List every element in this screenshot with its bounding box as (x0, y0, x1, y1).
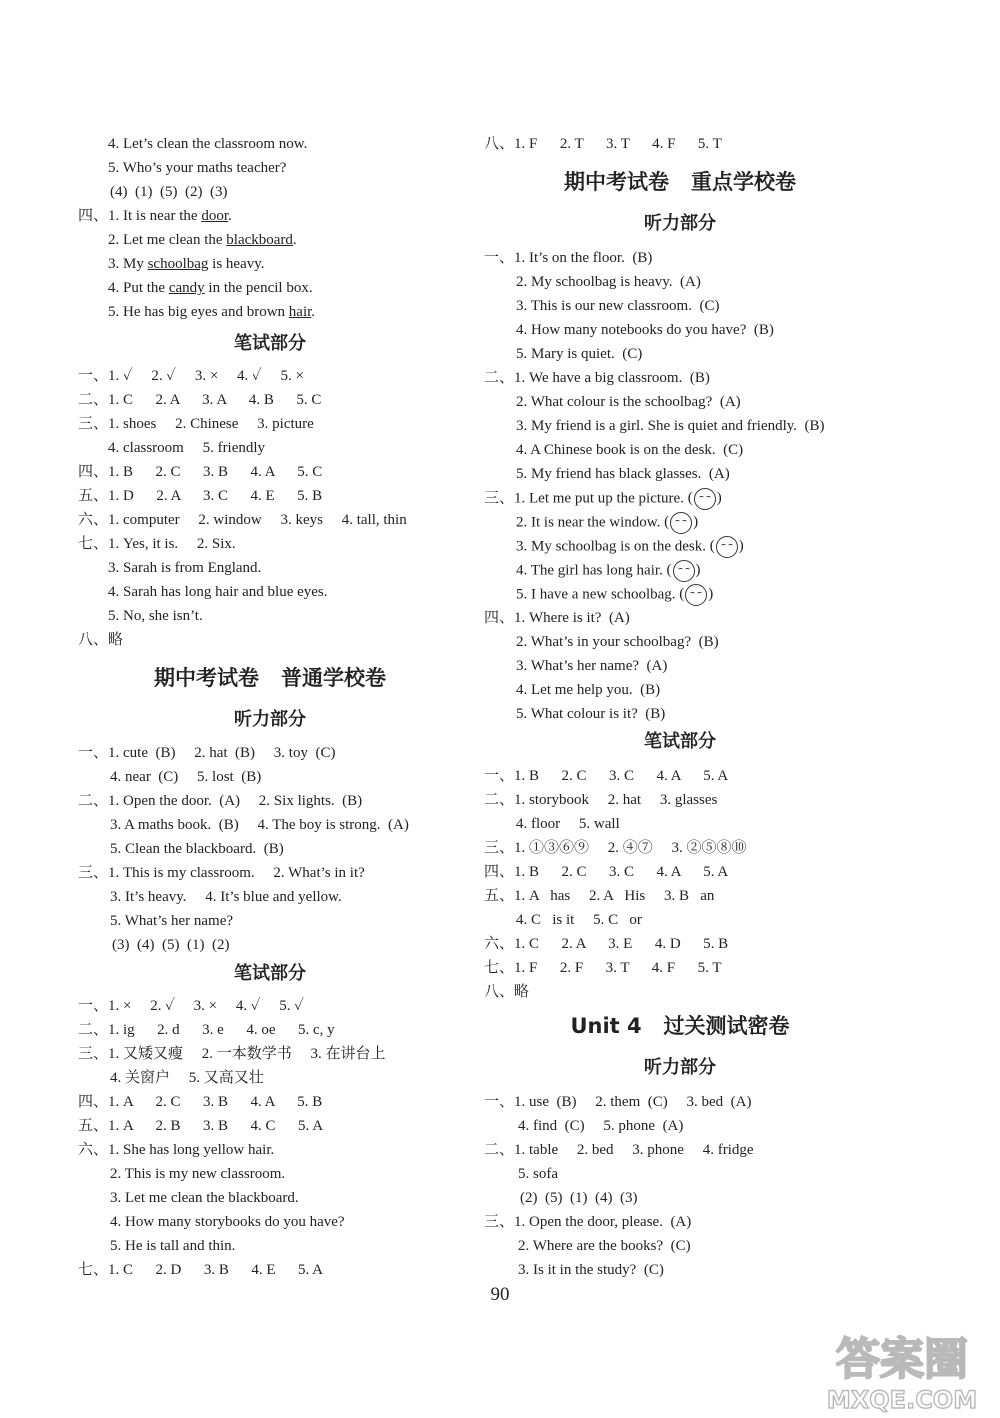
answer-line: 4. Let’s clean the classroom now. (108, 136, 308, 152)
watermark-top: 答案圈 (836, 1334, 968, 1385)
answer-line: 4. Put the candy in the pencil box. (108, 280, 313, 296)
answer-line: 2. Let me clean the blackboard. (108, 232, 297, 248)
answer-line: 五、1. A 2. B 3. B 4. C 5. A (78, 1118, 324, 1134)
answer-line: 八、略 (78, 632, 124, 648)
answer-line: 六、1. She has long yellow hair. (78, 1142, 275, 1158)
answer-line: 4. C is it 5. C or (516, 912, 642, 928)
answer-line: 二、1. C 2. A 3. A 4. B 5. C (78, 392, 322, 408)
answer-line: 2. What’s in your schoolbag? (B) (516, 634, 719, 650)
answer-line: 5. He is tall and thin. (110, 1238, 236, 1254)
answer-line: 四、1. A 2. C 3. B 4. A 5. B (78, 1094, 323, 1110)
answer-line: 一、1. use (B) 2. them (C) 3. bed (A) (484, 1094, 752, 1110)
answer-line: 5. What’s her name? (110, 913, 234, 929)
answer-line: 4. Let me help you. (B) (516, 682, 661, 698)
face-answer: ( ) (706, 538, 744, 554)
answer-line: 七、1. Yes, it is. 2. Six. (78, 536, 236, 552)
answer-line: 5. sofa (518, 1166, 558, 1182)
underlined-word: hair (288, 304, 312, 320)
answer-line: 二、1. ig 2. d 3. e 4. oe 5. c, y (78, 1022, 335, 1038)
face-icon (685, 584, 707, 606)
answer-line: 3. It’s heavy. 4. It’s blue and yellow. (110, 889, 342, 905)
underlined-word: door (201, 208, 228, 224)
subsection-title: 笔试部分 (644, 731, 716, 752)
answer-line: 四、1. It is near the door. (78, 208, 232, 224)
answer-line: 五、1. A has 2. A His 3. B an (484, 888, 715, 904)
answer-line: 5. My friend has black glasses. (A) (516, 466, 730, 482)
answer-line: 2. It is near the window. ( ) (516, 512, 698, 534)
answer-line: 5. No, she isn’t. (108, 608, 203, 624)
answer-line: 5. Mary is quiet. (C) (516, 346, 643, 362)
answer-line: 5. I have a new schoolbag. ( ) (516, 584, 713, 606)
answer-line: 4. classroom 5. friendly (108, 440, 266, 456)
answer-line: 4. How many storybooks do you have? (110, 1214, 345, 1230)
answer-line: 3. What’s her name? (A) (516, 658, 668, 674)
answer-line: 二、1. We have a big classroom. (B) (484, 370, 710, 386)
answer-line: 3. Let me clean the blackboard. (110, 1190, 299, 1206)
answer-line: 一、1. cute (B) 2. hat (B) 3. toy (C) (78, 745, 336, 761)
watermark-bottom: MXQE.COM (826, 1386, 978, 1414)
answer-line: 四、1. B 2. C 3. B 4. A 5. C (78, 464, 323, 480)
answer-line: 4. find (C) 5. phone (A) (518, 1118, 684, 1134)
answer-line: 2. Where are the books? (C) (518, 1238, 691, 1254)
face-icon (694, 488, 716, 510)
subsection-title: 听力部分 (644, 213, 716, 234)
answer-line: 一、1. It’s on the floor. (B) (484, 250, 653, 266)
face-icon (670, 512, 692, 534)
answer-line: 5. Who’s your maths teacher? (108, 160, 287, 176)
answer-line: 2. My schoolbag is heavy. (A) (516, 274, 701, 290)
answer-line: 3. Sarah is from England. (108, 560, 262, 576)
answer-line: 一、1. × 2. ✓ 3. × 4. ✓ 5. ✓ (78, 998, 304, 1014)
answer-line: 4. Sarah has long hair and blue eyes. (108, 584, 328, 600)
face-icon (716, 536, 738, 558)
face-icon (673, 560, 695, 582)
answer-line: 4. How many notebooks do you have? (B) (516, 322, 774, 338)
subsection-title: 听力部分 (644, 1057, 716, 1078)
answer-line: (4) (1) (5) (2) (3) (110, 184, 228, 200)
answer-line: 二、1. table 2. bed 3. phone 4. fridge (484, 1142, 754, 1158)
answer-line: (2) (5) (1) (4) (3) (520, 1190, 638, 1206)
face-answer: ( ) (676, 586, 714, 602)
answer-line: 三、1. ①③⑥⑨ 2. ④⑦ 3. ②⑤⑧⑩ (484, 840, 747, 856)
section-title: 期中考试卷 普通学校卷 (154, 666, 386, 690)
answer-line: 二、1. storybook 2. hat 3. glasses (484, 792, 718, 808)
subsection-title: 笔试部分 (234, 333, 306, 354)
answer-line: 四、1. B 2. C 3. C 4. A 5. A (484, 864, 729, 880)
subsection-title: 听力部分 (234, 709, 306, 730)
answer-line: 七、1. F 2. F 3. T 4. F 5. T (484, 960, 722, 976)
answer-line: 5. He has big eyes and brown hair. (108, 304, 316, 320)
answer-line: 4. floor 5. wall (516, 816, 620, 832)
answer-line: 2. This is my new classroom. (110, 1166, 286, 1182)
answer-line: (3) (4) (5) (1) (2) (112, 937, 230, 953)
answer-line: 4. near (C) 5. lost (B) (110, 769, 262, 785)
answer-line: 4. The girl has long hair. ( ) (516, 560, 701, 582)
answer-line: 2. What colour is the schoolbag? (A) (516, 394, 741, 410)
underlined-word: candy (168, 280, 205, 296)
section-title: 期中考试卷 重点学校卷 (564, 170, 796, 194)
answer-line: 一、1. B 2. C 3. C 4. A 5. A (484, 768, 729, 784)
subsection-title: 笔试部分 (234, 963, 306, 984)
answer-line: 3. Is it in the study? (C) (518, 1262, 664, 1278)
answer-line: 3. My schoolbag is heavy. (108, 256, 265, 272)
answer-line: 3. My schoolbag is on the desk. ( ) (516, 536, 744, 558)
answer-line: 3. This is our new classroom. (C) (516, 298, 720, 314)
answer-line: 八、1. F 2. T 3. T 4. F 5. T (484, 136, 722, 152)
answer-line: 4. 关窗户 5. 又高又壮 (110, 1070, 264, 1086)
answer-line: 5. Clean the blackboard. (B) (110, 841, 284, 857)
answer-line: 5. What colour is it? (B) (516, 706, 666, 722)
watermark-logo (812, 1326, 992, 1414)
answer-line: 三、1. Let me put up the picture. ( ) (484, 488, 722, 510)
section-title: Unit 4 过关测试密卷 (570, 1014, 790, 1038)
answer-line: 六、1. computer 2. window 3. keys 4. tall, thin (78, 512, 407, 528)
answer-line: 六、1. C 2. A 3. E 4. D 5. B (484, 936, 729, 952)
answer-line: 四、1. Where is it? (A) (484, 610, 630, 626)
answer-line: 3. A maths book. (B) 4. The boy is strong. (A) (110, 817, 409, 833)
answer-line: 4. A Chinese book is on the desk. (C) (516, 442, 744, 458)
face-answer: ( ) (660, 514, 698, 530)
answer-line: 三、1. 又矮又瘦 2. 一本数学书 3. 在讲台上 (78, 1046, 386, 1062)
answer-line: 七、1. C 2. D 3. B 4. E 5. A (78, 1262, 324, 1278)
face-answer: ( ) (663, 562, 701, 578)
answer-line: 三、1. Open the door, please. (A) (484, 1214, 692, 1230)
answer-line: 二、1. Open the door. (A) 2. Six lights. (B) (78, 793, 363, 809)
answer-line: 三、1. shoes 2. Chinese 3. picture (78, 416, 314, 432)
answer-line: 三、1. This is my classroom. 2. What’s in it? (78, 865, 365, 881)
answer-line: 3. My friend is a girl. She is quiet and friendly. (B) (516, 418, 825, 434)
underlined-word: blackboard (226, 232, 293, 248)
page-number: 90 (490, 1284, 510, 1305)
underlined-word: schoolbag (147, 256, 209, 272)
face-answer: ( ) (684, 490, 722, 506)
answer-line: 一、1. ✓ 2. ✓ 3. × 4. ✓ 5. × (78, 368, 304, 384)
answer-line: 五、1. D 2. A 3. C 4. E 5. B (78, 488, 323, 504)
answer-line: 八、略 (484, 984, 530, 1000)
